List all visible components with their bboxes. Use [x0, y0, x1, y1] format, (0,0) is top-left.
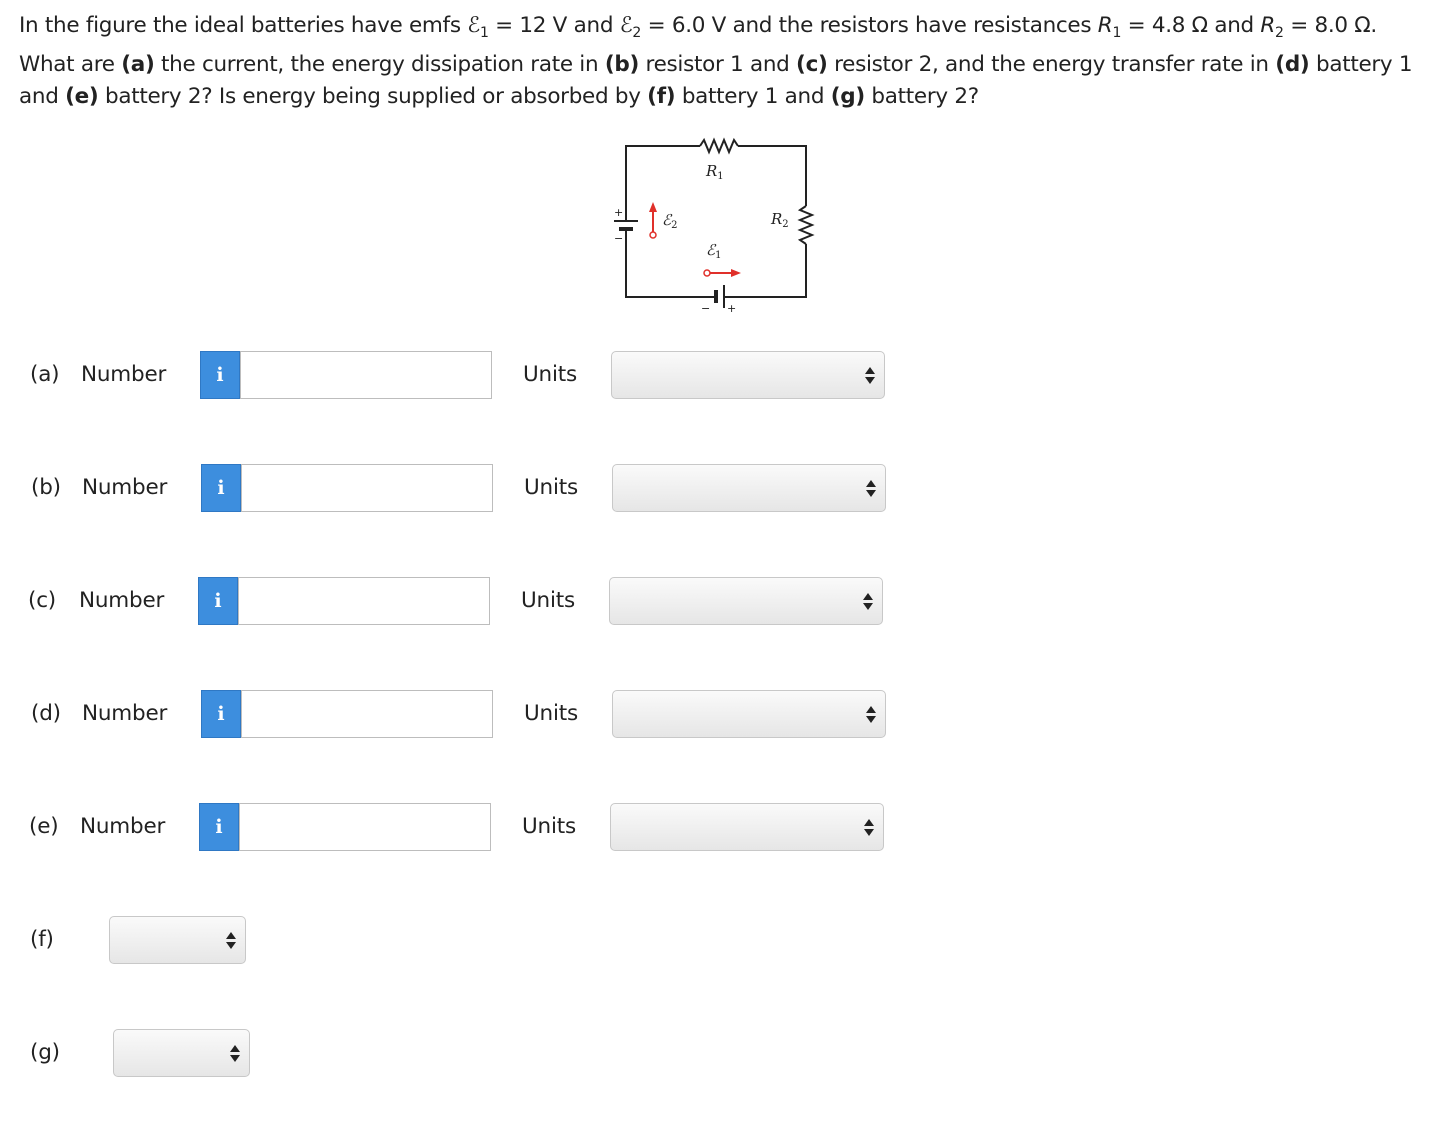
number-input-0[interactable] — [240, 351, 492, 399]
number-label-2: Number — [79, 588, 165, 613]
question-segment: = 12 V and — [488, 13, 620, 38]
number-input-2[interactable] — [238, 577, 490, 625]
e1-plus-sign: + — [727, 302, 737, 315]
number-input-4[interactable] — [239, 803, 491, 851]
part-d-marker: (d) — [1275, 52, 1310, 77]
select-arrows-icon — [226, 931, 236, 951]
part-label-0: (a) — [30, 362, 60, 387]
number-label-4: Number — [80, 814, 166, 839]
info-button-0[interactable]: i — [200, 351, 240, 399]
info-button-2[interactable]: i — [198, 577, 238, 625]
question-segment: resistor 1 and — [638, 52, 797, 77]
question-segment: resistor 2, and the energy transfer rate in — [827, 52, 1276, 77]
question-segment: = 4.8 Ω and — [1121, 13, 1261, 38]
e1-label: ℰ$_1$ — [706, 241, 722, 261]
question-segment: battery 1 and — [19, 52, 1413, 109]
part-label-select-0: (f) — [30, 927, 54, 952]
part-f-marker: (f) — [647, 84, 676, 109]
part-label-select-1: (g) — [30, 1040, 60, 1065]
part-label-3: (d) — [31, 701, 61, 726]
units-label-2: Units — [521, 588, 575, 613]
r1-subscript: 1 — [1112, 25, 1122, 41]
part-label-4: (e) — [29, 814, 59, 839]
resistor-r2-zigzag — [800, 206, 812, 244]
part-label-1: (b) — [31, 475, 61, 500]
question-text — [19, 10, 1419, 113]
e1-minus-sign: − — [701, 302, 711, 315]
units-label-4: Units — [522, 814, 576, 839]
emf1-arrow-tail — [704, 270, 710, 276]
r1-symbol: R — [1097, 13, 1113, 38]
emf2-subscript: 2 — [632, 25, 642, 41]
part-g-marker: (g) — [830, 84, 865, 109]
units-label-3: Units — [524, 701, 578, 726]
emf1-arrowhead — [731, 269, 741, 277]
question-segment: battery 2? — [864, 84, 979, 109]
info-button-4[interactable]: i — [199, 803, 239, 851]
emf1-symbol: ℰ — [467, 13, 480, 38]
units-label-1: Units — [524, 475, 578, 500]
part-a-marker: (a) — [121, 52, 155, 77]
emf1-subscript: 1 — [479, 25, 489, 41]
r2-symbol: R — [1260, 13, 1276, 38]
number-label-3: Number — [82, 701, 168, 726]
e2-label: ℰ$_2$ — [662, 211, 678, 231]
question-segment: battery 2? Is energy being supplied or absorbed by — [98, 84, 648, 109]
r2-subscript: 2 — [1275, 25, 1284, 41]
select-arrows-icon — [865, 366, 875, 386]
units-select-2[interactable] — [609, 577, 883, 625]
emf2-arrowhead — [649, 202, 657, 212]
r2-label: $R_2$ — [771, 210, 789, 230]
info-button-1[interactable]: i — [201, 464, 241, 512]
question-segment: the current, the energy dissipation rate in — [154, 52, 605, 77]
part-b-marker: (b) — [604, 52, 639, 77]
units-select-0[interactable] — [611, 351, 885, 399]
units-label-0: Units — [523, 362, 577, 387]
question-segment: In the figure the ideal batteries have emfs — [19, 13, 468, 38]
question-segment: = 8.0 Ω. What are — [19, 13, 1377, 77]
part-label-2: (c) — [28, 588, 56, 613]
number-input-1[interactable] — [241, 464, 493, 512]
top-wire-right — [738, 146, 806, 206]
select-arrows-icon — [866, 479, 876, 499]
supply-absorb-select-0[interactable] — [109, 916, 246, 964]
question-segment: = 6.0 V and the resistors have resistances — [641, 13, 1098, 38]
bottom-wire-left — [626, 229, 716, 297]
circuit-figure — [600, 128, 830, 323]
number-label-0: Number — [81, 362, 167, 387]
part-c-marker: (c) — [796, 52, 828, 77]
resistor-r1-zigzag — [700, 140, 738, 152]
units-select-1[interactable] — [612, 464, 886, 512]
emf2-symbol: ℰ — [619, 13, 633, 38]
number-input-3[interactable] — [241, 690, 493, 738]
r1-label: $R_1$ — [706, 162, 724, 182]
units-select-4[interactable] — [610, 803, 884, 851]
select-arrows-icon — [866, 705, 876, 725]
select-arrows-icon — [864, 818, 874, 838]
circuit-diagram — [600, 128, 830, 323]
question-segment: battery 1 and — [675, 84, 831, 109]
info-button-3[interactable]: i — [201, 690, 241, 738]
e2-minus-sign: − — [614, 232, 624, 245]
number-label-1: Number — [82, 475, 168, 500]
supply-absorb-select-1[interactable] — [113, 1029, 250, 1077]
right-wire-bottom — [724, 244, 806, 297]
part-e-marker: (e) — [65, 84, 99, 109]
select-arrows-icon — [863, 592, 873, 612]
e2-plus-sign: + — [614, 206, 624, 219]
emf2-arrow-tail — [650, 232, 656, 238]
select-arrows-icon — [230, 1044, 240, 1064]
units-select-3[interactable] — [612, 690, 886, 738]
top-wire-left — [626, 146, 700, 147]
